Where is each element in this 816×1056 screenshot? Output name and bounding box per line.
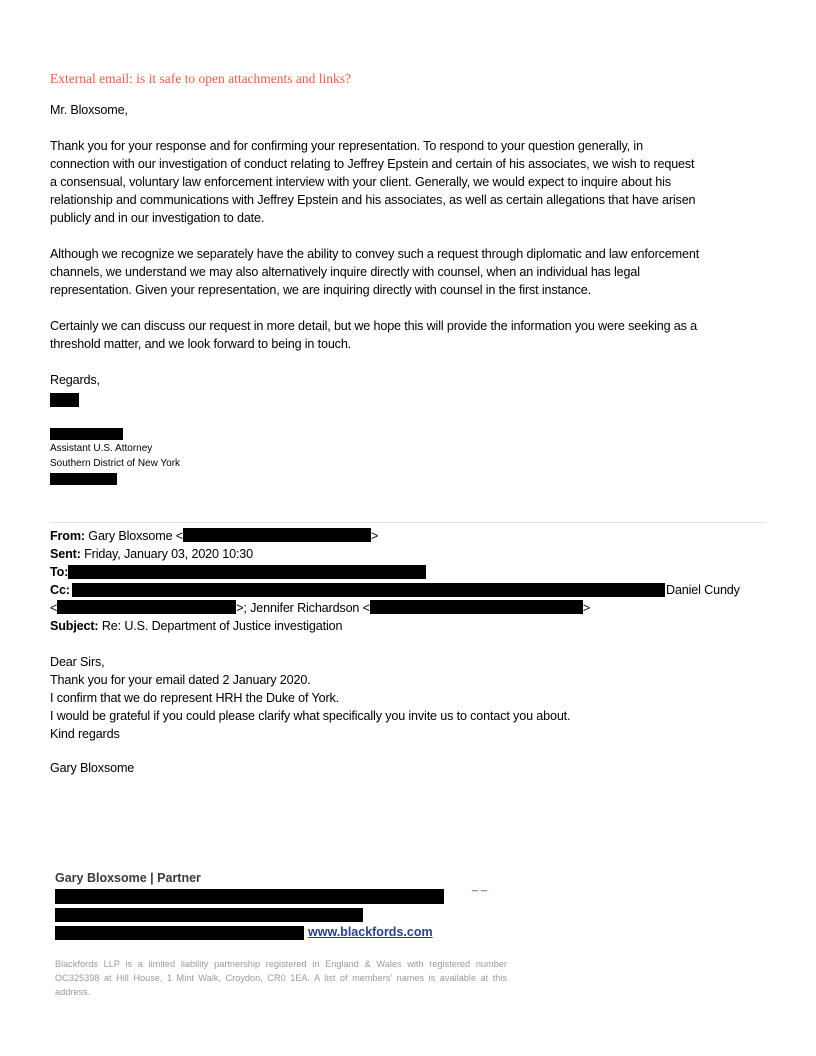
cc-line-2	[50, 599, 590, 617]
reply-signoff: Gary Bloxsome	[50, 761, 135, 775]
subject-value: Re: U.S. Department of Justice investigation	[101, 619, 343, 633]
sent-label: Sent:	[50, 547, 81, 561]
subject-label: Subject:	[50, 619, 99, 633]
paragraph-2	[50, 245, 699, 299]
paragraph-line: channels, we understand we may also alternatively inquire directly with counsel, when an individual has legal	[50, 265, 640, 279]
legal-disclaimer: Blackfords LLP is a limited liability partnership registered in England & Wales with registered number OC325398 at Hill House, 1 Mint Walk, Croydon, CR0 1EA. A list of members’ names is available at this address.	[55, 959, 507, 997]
reply-line: I confirm that we do represent HRH the Duke of York.	[50, 691, 339, 705]
external-email-warning: External email: is it safe to open attachments and links?	[50, 71, 352, 86]
cc-name: Daniel Cundy	[666, 583, 740, 597]
paragraph-line: relationship and communications with Jeffrey Epstein and his associates, as well as certain allegations that have arisen	[50, 193, 696, 207]
reply-line: Kind regards	[50, 727, 120, 741]
reply-line: Dear Sirs,	[50, 655, 105, 669]
paragraph-line: Although we recognize we separately have the ability to convey such a request through diplomatic and law enforcement	[50, 247, 700, 261]
reply-line: Thank you for your email dated 2 January 2020.	[50, 673, 311, 687]
redaction	[50, 473, 117, 485]
redaction	[57, 600, 236, 614]
redaction	[50, 393, 79, 407]
redaction	[55, 908, 363, 922]
bracket: >	[582, 601, 591, 615]
redaction	[68, 565, 426, 579]
cc-label-line	[50, 581, 70, 599]
paragraph-3	[50, 317, 697, 353]
from-label: From:	[50, 529, 85, 543]
divider	[50, 522, 766, 523]
website-link[interactable]: www.blackfords.com	[308, 925, 433, 939]
paragraph-1	[50, 137, 695, 227]
redaction	[72, 583, 665, 597]
redaction	[183, 528, 371, 542]
paragraph-line: a consensual, voluntary law enforcement interview with your client. Generally, we would expect to inquire about his	[50, 175, 671, 189]
from-bracket: >	[371, 529, 379, 543]
sender-office: Southern District of New York	[50, 458, 181, 469]
redaction	[50, 428, 123, 440]
sent-value: Friday, January 03, 2020 10:30	[84, 547, 254, 561]
reply-body	[50, 653, 570, 743]
to-label: To:	[50, 565, 69, 579]
redaction	[370, 600, 583, 614]
reply-line: I would be grateful if you could please clarify what specifically you invite us to contact you about.	[50, 709, 571, 723]
redaction	[55, 926, 304, 940]
cc-label: Cc:	[50, 583, 70, 597]
subject-line	[50, 617, 342, 635]
paragraph-line: Thank you for your response and for confirming your representation. To respond to your question generally, in	[50, 139, 643, 153]
paragraph-line: publicly and in our investigation to date.	[50, 211, 265, 225]
redaction	[55, 889, 444, 904]
from-line	[50, 527, 378, 545]
paragraph-line: connection with our investigation of conduct relating to Jeffrey Epstein and certain of his associates, we wish to request	[50, 157, 695, 171]
sent-line	[50, 545, 253, 563]
signature-dashes: _ _	[472, 880, 488, 892]
paragraph-line: threshold matter, and we look forward to being in touch.	[50, 337, 352, 351]
signature-name-title: Gary Bloxsome | Partner	[55, 871, 201, 885]
salutation: Mr. Bloxsome,	[50, 103, 128, 117]
sender-title: Assistant U.S. Attorney	[50, 443, 153, 454]
bracket: <	[50, 601, 58, 615]
cc-name-2: >; Jennifer Richardson <	[236, 601, 370, 615]
paragraph-line: representation. Given your representation, we are inquiring directly with counsel in the first instance.	[50, 283, 591, 297]
to-line	[50, 563, 68, 581]
from-value: Gary Bloxsome <	[88, 529, 183, 543]
paragraph-line: Certainly we can discuss our request in more detail, but we hope this will provide the information you were seeking as a	[50, 319, 698, 333]
closing: Regards,	[50, 373, 100, 387]
